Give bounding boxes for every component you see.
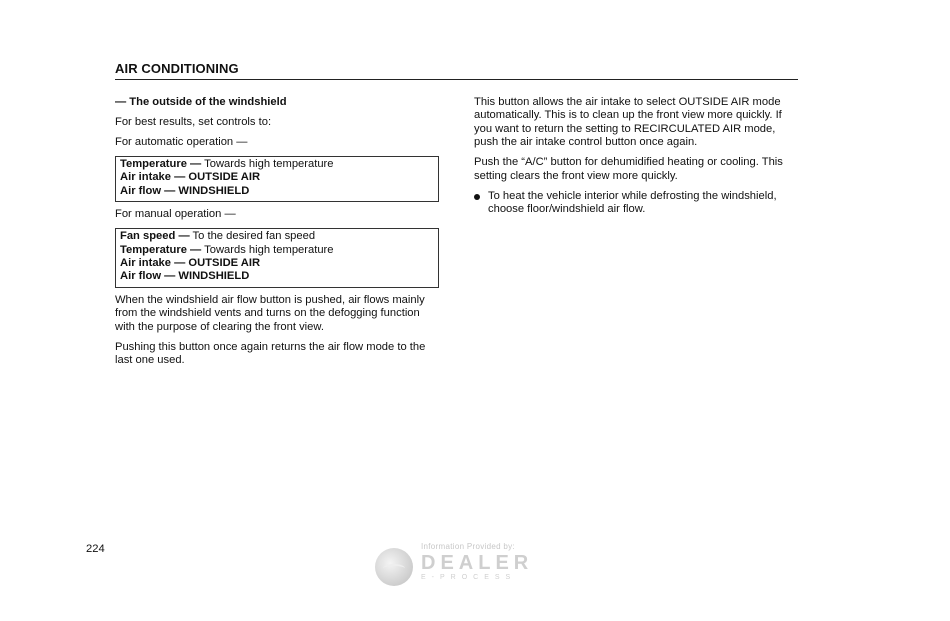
- bullet-item: [474, 190, 800, 217]
- subheading: — The outside of the windshield: [115, 96, 287, 108]
- setting-row: Air flow — WINDSHIELD: [120, 184, 250, 197]
- manual-operation-label: For manual operation —: [115, 208, 236, 221]
- setting-row: Air intake — OUTSIDE AIR: [120, 171, 261, 184]
- windshield-button-paragraph: When the windshield air flow button is pushed, air flows mainly from the windshield vents and turns on the defogging function with the purpose of clearing the front view.: [115, 293, 425, 333]
- watermark-brand-sub: E-PROCESS: [421, 574, 517, 581]
- watermark-provided-by: Information Provided by:: [421, 542, 515, 551]
- manual-settings-box: [115, 228, 439, 288]
- bullet-icon: [474, 190, 488, 217]
- bullet-text: To heat the vehicle interior while defrosting the windshield, choose floor/windshield air flow.: [488, 189, 777, 216]
- setting-row: Fan speed — To the desired fan speed: [120, 230, 316, 243]
- page-number: 224: [86, 543, 105, 555]
- ac-button-paragraph: Push the “A/C” button for dehumidified heating or cooling. This setting clears the front view more quickly.: [474, 156, 783, 182]
- right-column: [474, 96, 800, 216]
- setting-row: Temperature — Towards high temperature: [120, 243, 334, 256]
- dealer-watermark: [373, 540, 563, 590]
- pushing-again-paragraph: Pushing this button once again returns the air flow mode to the last one used.: [115, 340, 426, 367]
- setting-row: Temperature — Towards high temperature: [120, 158, 334, 170]
- page-header: [115, 61, 798, 80]
- best-results-text: For best results, set controls to:: [115, 116, 272, 128]
- automatic-settings-box: [115, 156, 439, 202]
- dealer-logo-icon: [375, 548, 413, 586]
- air-intake-paragraph: This button allows the air intake to select OUTSIDE AIR mode automatically. This is to clean up the front view more quickly. If you want to return the setting to RECIRCULATED AIR mode, push the air intake control button once again.: [474, 96, 782, 149]
- automatic-operation-label: For automatic operation —: [115, 136, 248, 148]
- left-column: [115, 96, 439, 374]
- section-title: AIR CONDITIONING: [115, 61, 239, 76]
- setting-row: Air flow — WINDSHIELD: [120, 270, 250, 283]
- setting-row: Air intake — OUTSIDE AIR: [120, 257, 261, 270]
- watermark-brand: DEALER: [421, 552, 534, 574]
